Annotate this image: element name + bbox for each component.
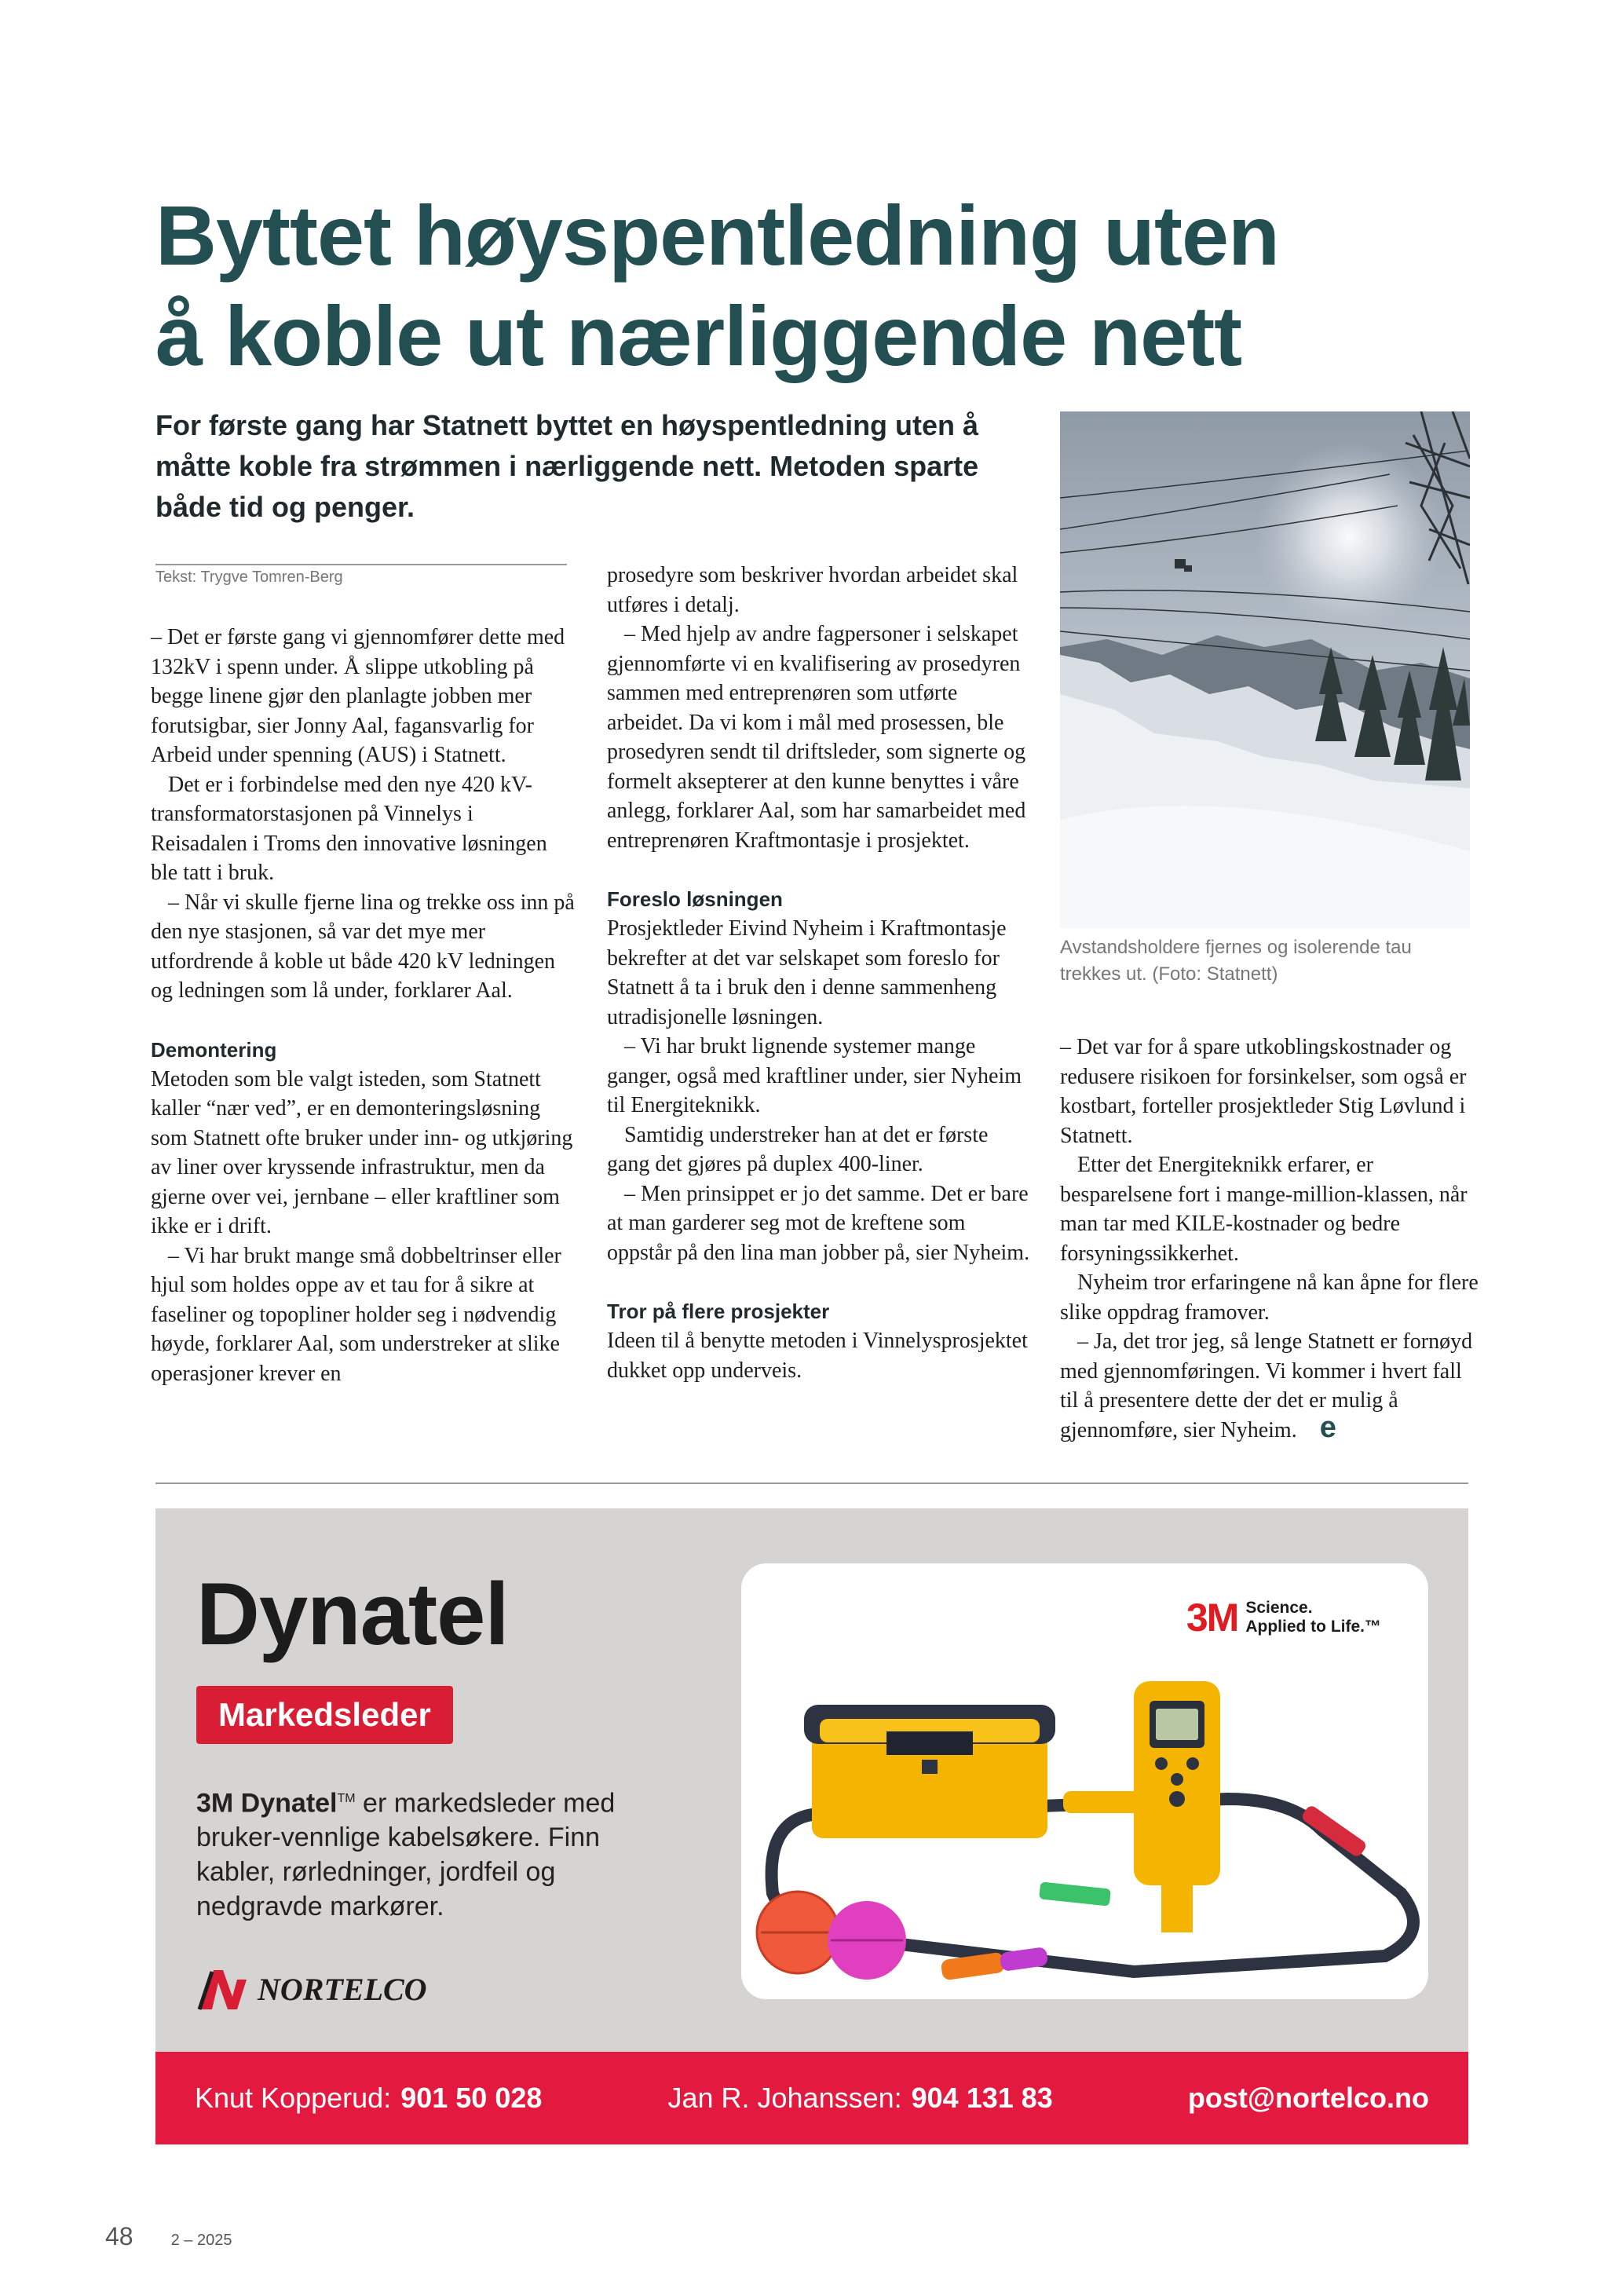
paragraph: prosedyre som beskriver hvordan arbeidet skal utføres i detalj. (607, 563, 1018, 617)
subheading-foreslo: Foreslo løsningen (607, 887, 783, 911)
lead-paragraph: For første gang har Statnett byttet en høyspentledning uten å måtte koble fra strømmen i nærliggende nett. Metoden sparte både tid og penger. (155, 409, 979, 523)
page-number: 48 (105, 2222, 133, 2250)
paragraph: Ideen til å benytte metoden i Vinnelysprosjektet dukket opp underveis. (607, 1329, 1028, 1383)
ad-product-panel (741, 1563, 1428, 1999)
paragraph: Etter det Energiteknikk erfarer, er besparelsene fort i mange-million-klassen, når man tar med KILE-kostnader og bedre forsyningssikkerhet. (1060, 1153, 1468, 1266)
end-mark-icon: e (1319, 1410, 1336, 1444)
headline-line-1: Byttet høyspentledning uten (155, 188, 1279, 283)
contact-email-address: post@nortelco.no (1187, 2082, 1429, 2114)
nortelco-wordmark: NORTELCO (258, 1971, 427, 2007)
contact-knut (195, 2082, 542, 2115)
article-photo (1060, 411, 1470, 928)
page-footer (105, 2222, 232, 2251)
ad-badge: Markedsleder (196, 1686, 453, 1744)
3m-tagline-line-2: Applied to Life.™ (1245, 1618, 1381, 1636)
ad-contact-bar (155, 2052, 1468, 2144)
paragraph: Prosjektleder Eivind Nyheim i Kraftmontasje bekrefter at det var selskapet som foreslo for Statnett å ta i bruk den i denne sammenheng utradisjonelle løsningen. (607, 916, 1007, 1029)
paragraph: – Det var for å spare utkoblingskostnader og redusere risikoen for forsinkelser, som også er kostbart, forteller prosjektleder Stig Løvlund i Statnett. (1060, 1035, 1467, 1148)
ad-body-rest: er markedsleder med bruker-vennlige kabelsøkere. Finn kabler, rørledninger, jordfeil og nedgravde markører. (196, 1788, 616, 1922)
subheading-tror: Tror på flere prosjekter (607, 1300, 830, 1323)
headline (155, 185, 1380, 386)
subheading-demontering: Demontering (151, 1037, 277, 1062)
contact-jan-phone: 904 131 83 (911, 2082, 1053, 2114)
issue-label: 2 – 2025 (170, 2232, 232, 2249)
paragraph: – Men prinsippet er jo det samme. Det er bare at man garderer seg mot de kreftene som oppstår på den lina man jobber på, sier Nyheim. (607, 1181, 1030, 1265)
contact-email (1179, 2082, 1429, 2115)
article-column-1 (151, 623, 575, 1388)
paragraph: Metoden som ble valgt isteden, som Statnett kaller “nær ved”, er en demonteringsløsning som Statnett ofte bruker under inn- og utkjøring av liner over kryssende infrastruktur, men da gjerne over vei, jernbane – eller kraftliner som ikke er i drift. (151, 1066, 573, 1238)
ad-body-product: 3M Dynatel (196, 1788, 338, 1819)
power-line-photo-illustration (1060, 411, 1470, 928)
paragraph (1060, 1327, 1484, 1445)
paragraph: Nyheim tror erfaringene nå kan åpne for flere slike oppdrag framover. (1060, 1270, 1479, 1325)
advertisement (155, 1508, 1468, 2144)
paragraph: – Med hjelp av andre fagpersoner i selskapet gjennomførte vi en kvalifisering av prosedyren sammen med entreprenøren som utførte arbeidet. Da vi kom i mål med prosessen, ble prosedyren sendt til driftsleder, som signerte og formelt aksepterer at den kunne benyttes i våre anlegg, forklarer Aal, som har samarbeidet med entreprenøren Kraftmontasje i prosjektet. (607, 622, 1026, 853)
contact-jan (667, 2082, 1052, 2115)
trademark-mark: TM (337, 1792, 356, 1805)
nortelco-logo (196, 1964, 427, 2014)
3m-logo-mark: 3M (1186, 1596, 1238, 1640)
cable-locator-product-illustration (741, 1563, 1428, 1999)
ad-body-text (196, 1782, 683, 1924)
contact-jan-label: Jan R. Johanssen: (667, 2082, 902, 2114)
byline: Tekst: Trygve Tomren-Berg (155, 564, 567, 587)
section-divider (155, 1483, 1468, 1484)
paragraph: – Vi har brukt mange små dobbeltrinser eller hjul som holdes oppe av et tau for å sikre at faseliner og topopliner holder seg i nødvendig høyde, forklarer Aal, som understreker at slike operasjoner krever en (151, 1243, 561, 1386)
ad-brand-title: Dynatel (196, 1565, 509, 1663)
paragraph: Samtidig understreker han at det er første gang det gjøres på duplex 400-liner. (607, 1122, 989, 1176)
article-column-2 (607, 561, 1031, 1385)
headline-line-2: å koble ut nærliggende nett (155, 288, 1242, 383)
photo-caption: Avstandsholdere fjernes og isolerende tau trekkes ut. (Foto: Statnett) (1060, 937, 1412, 985)
paragraph: – Vi har brukt lignende systemer mange ganger, også med kraftliner under, sier Nyheim til Energiteknikk. (607, 1034, 1022, 1117)
contact-knut-phone: 901 50 028 (400, 2082, 543, 2114)
contact-knut-label: Knut Kopperud: (195, 2082, 392, 2114)
paragraph: Det er i forbindelse med den nye 420 kV-transformatorstasjonen på Vinnelys i Reisadalen i Troms den innovative løsningen ble tatt i bruk. (151, 772, 547, 885)
3m-tagline-line-1: Science. (1245, 1599, 1313, 1617)
nortelco-logo-icon (196, 1965, 253, 2013)
paragraph: – Det er første gang vi gjennomfører dette med 132kV i spenn under. Å slippe utkobling på begge linene gjør den planlagte jobben mer forutsigbar, sier Jonny Aal, fagansvarlig for Arbeid under spenning (AUS) i Statnett. (151, 625, 565, 767)
article-column-3 (1060, 1033, 1484, 1445)
paragraph: – Når vi skulle fjerne lina og trekke oss inn på den nye stasjonen, så var det mye mer utfordrende å koble ut både 420 kV ledningen og ledningen som lå under, forklarer Aal. (151, 890, 575, 1003)
paragraph-text: – Ja, det tror jeg, så lenge Statnett er fornøyd med gjennomføringen. Vi kommer i hvert fall til å presentere dette der det er mulig å gjennomføre, sier Nyheim. (1060, 1329, 1473, 1442)
